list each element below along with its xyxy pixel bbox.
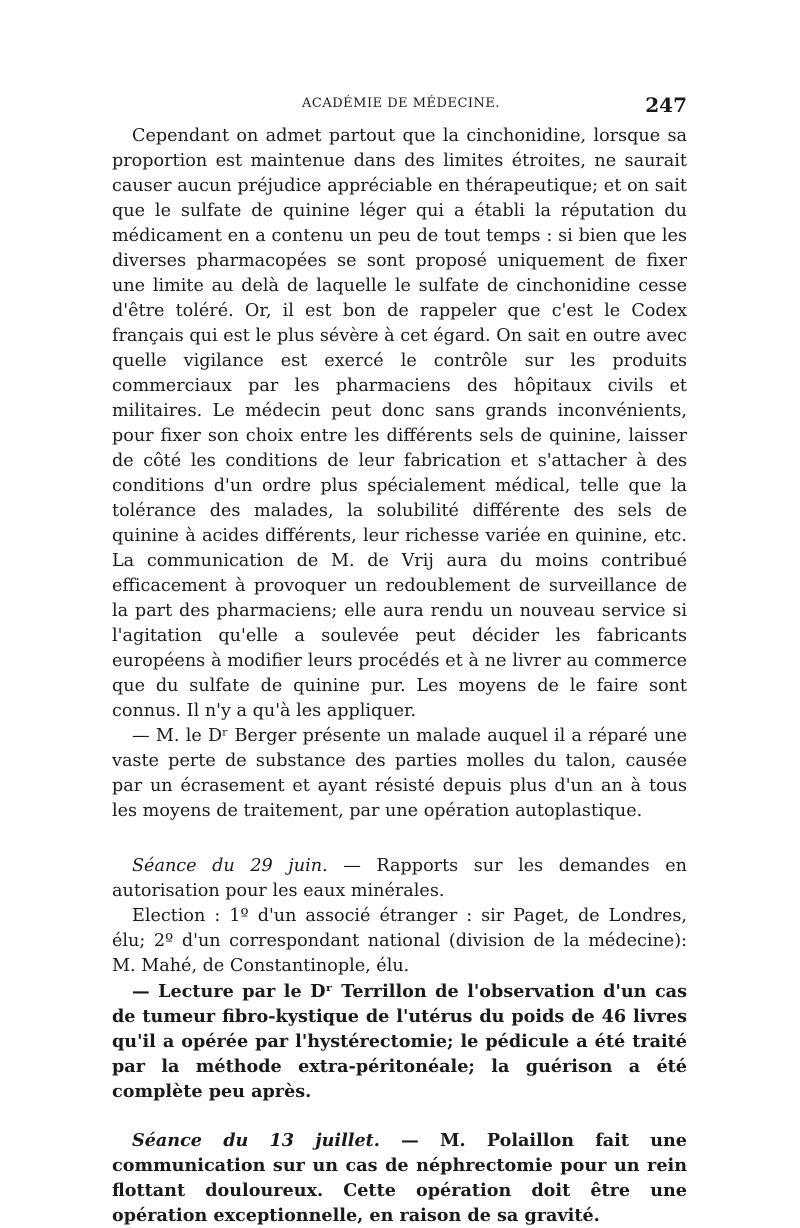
seance-date-29-juin: Séance du 29 juin xyxy=(132,856,323,876)
section-gap xyxy=(112,824,687,854)
page-header xyxy=(112,93,687,120)
paragraph-berger: — M. le Dʳ Berger présente un malade auquel il a réparé une vaste perte de substance des parties molles du talon, causée par un écrasement et ayant résisté depuis plus d'un an à tous les moyens de traitement, par une opération autoplastique. xyxy=(112,726,687,821)
page-body xyxy=(112,124,687,1228)
running-title: ACADÉMIE DE MÉDECINE. xyxy=(302,96,501,111)
paragraph-quinine: Cependant on admet partout que la cinchonidine, lorsque sa proportion est maintenue dans des limites étroites, ne saurait causer aucun préjudice appréciable en thérapeutique; et on sait que le sulfate de quinine léger qui a établi la réputation du médicament en a contenu un peu de tout temps : si bien que les diverses pharmacopées se sont proposé uniquement de fixer une limite au delà de laquelle le sulfate de cinchonidine cesse d'être toléré. Or, il est bon de rappeler que c'est le Codex français qui est le plus sévère à cet égard. On sait en outre avec quelle vigilance est exercé le contrôle sur les produits commerciaux par les pharmaciens des hôpitaux civils et militaires. Le médecin peut donc sans grands inconvénients, pour fixer son choix entre les différents sels de quinine, laisser de côté les conditions de leur fabrication et s'attacher à des conditions d'un ordre plus spécialement médical, telle que la tolérance des malades, la solubilité différente des sels de quinine à acides différents, leur richesse variée en quinine, etc. La communication de M. de Vrij aura du moins contribué efficacement à provoquer un redoublement de surveillance de la part des pharmaciens; elle aura rendu un nouveau service si l'agitation qu'elle a soulevée peut décider les fabricants européens à modifier leurs procédés et à ne livrer au commerce que du sulfate de quinine pur. Les moyens de le faire sont connus. Il n'y a qu'à les appliquer. xyxy=(112,126,687,721)
section-gap-2 xyxy=(112,1104,687,1128)
seance-13-juillet-text: — M. Polaillon fait une communication sur un cas de néphrectomie pour un rein flottant douloureux. Cette opération doit être une opération exceptionnelle, en raison de sa gravité. xyxy=(112,1130,688,1226)
paragraph-election: Election : 1º d'un associé étranger : sir Paget, de Londres, élu; 2º d'un correspondant national (division de la médecine): M. Mahé, de Constantinople, élu. xyxy=(112,906,687,976)
seance-date-13-juillet: Séance du 13 juillet. xyxy=(132,1130,380,1151)
page-number: 247 xyxy=(645,93,687,117)
paragraph-seance-13-juillet xyxy=(112,1128,687,1228)
paragraph-terrillon: — Lecture par le Dʳ Terrillon de l'observation d'un cas de tumeur fibro-kystique de l'utérus du poids de 46 livres qu'il a opérée par l'hystérectomie; le pédicule a été traité par la méthode extra-péritonéale; la guérison a été complète peu après. xyxy=(112,981,687,1102)
seance-29-juin-text: . — Rapports sur les demandes en autorisation pour les eaux minérales. xyxy=(112,856,687,901)
paragraph-seance-29-juin xyxy=(112,854,687,904)
